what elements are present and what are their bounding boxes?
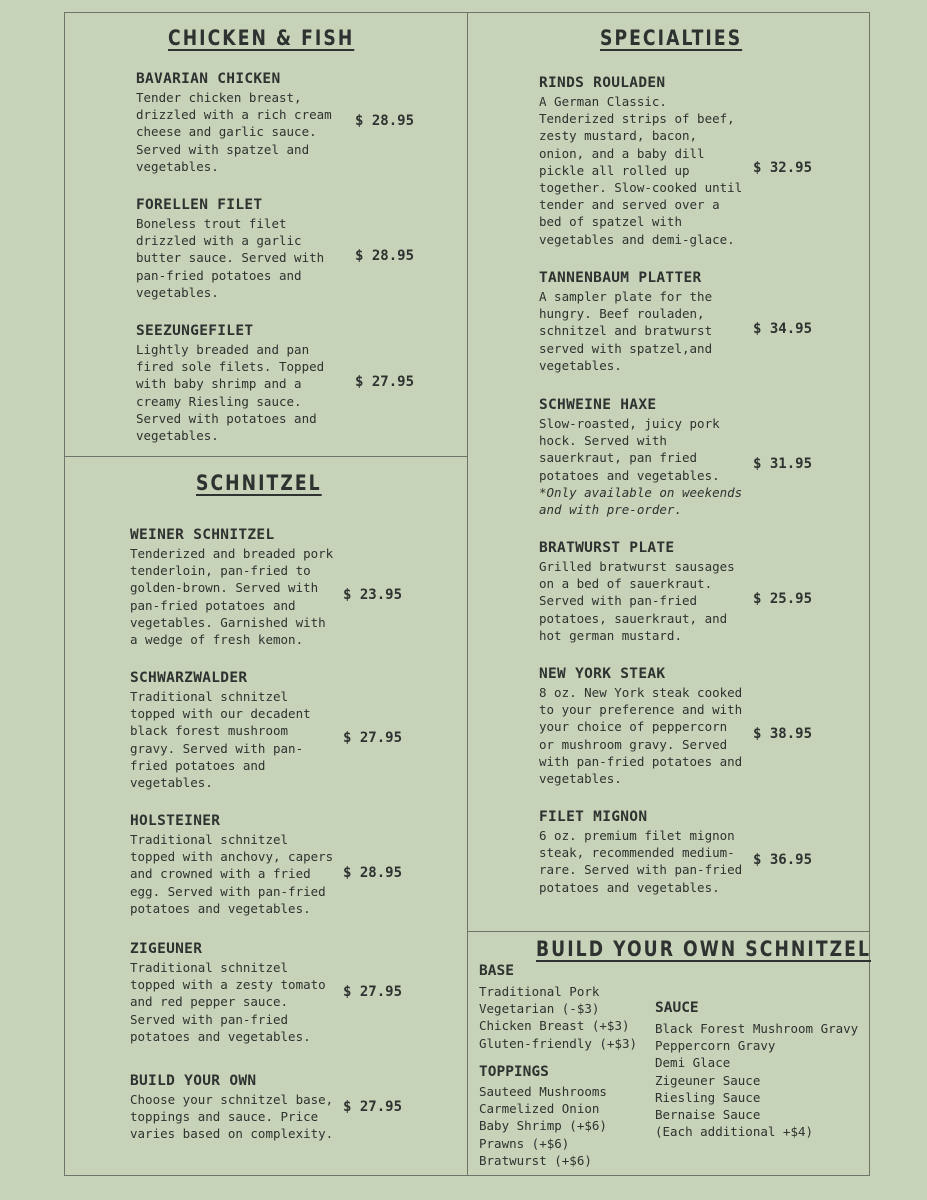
section-title-specialties: SPECIALTIES xyxy=(600,26,743,50)
list-item: Gluten-friendly (+$3) xyxy=(479,1035,638,1051)
menu-item xyxy=(539,808,742,896)
item-description: Choose your schnitzel base, toppings and sauce. Price varies based on complexity. xyxy=(130,1092,334,1142)
item-name: SCHWEINE HAXE xyxy=(539,397,657,413)
column-divider xyxy=(467,12,468,1176)
item-price: $ 28.95 xyxy=(355,248,415,264)
menu-item xyxy=(130,940,326,1045)
list-item: Carmelized Onion xyxy=(479,1101,600,1117)
item-description: Tender chicken breast, drizzled with a rich cream cheese and garlic sauce. Served with spatzel and vegetables. xyxy=(136,90,332,174)
item-name: HOLSTEINER xyxy=(130,813,221,829)
item-description: A sampler plate for the hungry. Beef rouladen, schnitzel and bratwurst served with spatzel,and vegetables. xyxy=(539,289,713,373)
sauce-heading: SAUCE xyxy=(655,1000,699,1016)
section-title-chicken-fish: CHICKEN & FISH xyxy=(168,26,355,50)
menu-item xyxy=(539,396,742,518)
item-price: $ 23.95 xyxy=(343,587,403,603)
item-name: BRATWURST PLATE xyxy=(539,540,675,556)
menu-item xyxy=(130,526,333,648)
item-name: FILET MIGNON xyxy=(539,809,648,825)
item-name: BUILD YOUR OWN xyxy=(130,1073,257,1089)
list-item: Zigeuner Sauce xyxy=(655,1072,761,1088)
item-name: SCHWARZWALDER xyxy=(130,670,248,686)
section-divider-right xyxy=(467,931,870,932)
section-title-schnitzel: SCHNITZEL xyxy=(196,471,322,495)
item-name: SEEZUNGEFILET xyxy=(136,323,254,339)
item-price: $ 31.95 xyxy=(753,456,813,472)
item-description: Traditional schnitzel topped with a zesty tomato and red pepper sauce. Served with pan-fried potatoes and vegetables. xyxy=(130,960,326,1044)
base-heading: BASE xyxy=(479,963,514,979)
item-description: Slow-roasted, juicy pork hock. Served with sauerkraut, pan fried potatoes and vegetables. xyxy=(539,416,720,483)
list-item: Bratwurst (+$6) xyxy=(479,1152,592,1168)
item-description: Grilled bratwurst sausages on a bed of sauerkraut. Served with pan-fried potatoes, sauerkraut, and hot german mustard. xyxy=(539,559,735,643)
item-price: $ 32.95 xyxy=(753,160,813,176)
item-price: $ 25.95 xyxy=(753,591,813,607)
base-options xyxy=(479,983,637,1052)
item-description: 6 oz. premium filet mignon steak, recommended medium- rare. Served with pan-fried potatoes and vegetables. xyxy=(539,828,743,895)
menu-item xyxy=(136,70,332,175)
item-price: $ 34.95 xyxy=(753,321,813,337)
menu-item xyxy=(130,669,311,791)
item-description: Boneless trout filet drizzled with a garlic butter sauce. Served with pan-fried potatoes and vegetables. xyxy=(136,216,325,300)
list-item: Peppercorn Gravy xyxy=(655,1038,776,1054)
menu-item xyxy=(136,322,324,444)
item-description: A German Classic. Tenderized strips of beef, zesty mustard, bacon, onion, and a baby dill pickle all rolled up together. Slow-cooked until tender and served over a bed of spatzel with vegetables and demi-glace. xyxy=(539,94,743,247)
item-price: $ 28.95 xyxy=(355,113,415,129)
item-price: $ 27.95 xyxy=(343,984,403,1000)
list-item: Bernaise Sauce xyxy=(655,1106,761,1122)
list-item: Demi Glace xyxy=(655,1055,731,1071)
list-item: Prawns (+$6) xyxy=(479,1135,570,1151)
item-name: WEINER SCHNITZEL xyxy=(130,527,275,543)
list-item: Riesling Sauce xyxy=(655,1089,761,1105)
section-divider-left xyxy=(64,456,467,457)
menu-item xyxy=(539,269,712,374)
list-item: (Each additional +$4) xyxy=(655,1124,814,1140)
item-price: $ 36.95 xyxy=(753,852,813,868)
item-name: NEW YORK STEAK xyxy=(539,666,666,682)
section-title-build-your-own: BUILD YOUR OWN SCHNITZEL xyxy=(536,937,871,961)
menu-item xyxy=(136,196,324,301)
item-description: Lightly breaded and pan fired sole filets. Topped with baby shrimp and a creamy Riesling sauce. Served with potatoes and vegetables. xyxy=(136,342,325,444)
item-price: $ 27.95 xyxy=(355,374,415,390)
item-price: $ 38.95 xyxy=(753,726,813,742)
item-name: FORELLEN FILET xyxy=(136,197,263,213)
sauce-options xyxy=(655,1020,858,1140)
list-item: Vegetarian (-$3) xyxy=(479,1001,600,1017)
item-name: ZIGEUNER xyxy=(130,941,203,957)
list-item: Traditional Pork xyxy=(479,984,600,999)
toppings-options xyxy=(479,1083,607,1169)
toppings-heading: TOPPINGS xyxy=(479,1064,549,1080)
menu-item xyxy=(539,665,742,787)
list-item: Chicken Breast (+$3) xyxy=(479,1018,630,1034)
menu-item xyxy=(539,539,735,644)
item-description: Traditional schnitzel topped with anchovy, capers and crowned with a fried egg. Served with pan-fried potatoes and vegetables. xyxy=(130,832,334,916)
list-item: Baby Shrimp (+$6) xyxy=(479,1118,607,1134)
item-description: 8 oz. New York steak cooked to your preference and with your choice of peppercorn or mushroom gravy. Served with pan-fried potatoes and vegetables. xyxy=(539,685,743,787)
item-description: Traditional schnitzel topped with our decadent black forest mushroom gravy. Served with pan- fried potatoes and vegetables. xyxy=(130,689,311,791)
list-item: Black Forest Mushroom Gravy xyxy=(655,1021,859,1036)
list-item: Sauteed Mushrooms xyxy=(479,1084,607,1099)
item-price: $ 27.95 xyxy=(343,730,403,746)
item-name: RINDS ROULADEN xyxy=(539,75,666,91)
item-price: $ 27.95 xyxy=(343,1099,403,1115)
item-name: TANNENBAUM PLATTER xyxy=(539,270,702,286)
menu-item xyxy=(130,812,333,917)
menu-item xyxy=(539,74,742,248)
item-note: *Only available on weekends and with pre-order. xyxy=(539,484,743,518)
item-price: $ 28.95 xyxy=(343,865,403,881)
menu-item xyxy=(130,1072,333,1143)
item-name: BAVARIAN CHICKEN xyxy=(136,71,281,87)
item-description: Tenderized and breaded pork tenderloin, pan-fried to golden-brown. Served with pan-fried potatoes and vegetables. Garnished with a wedge of fresh kemon. xyxy=(130,546,334,648)
